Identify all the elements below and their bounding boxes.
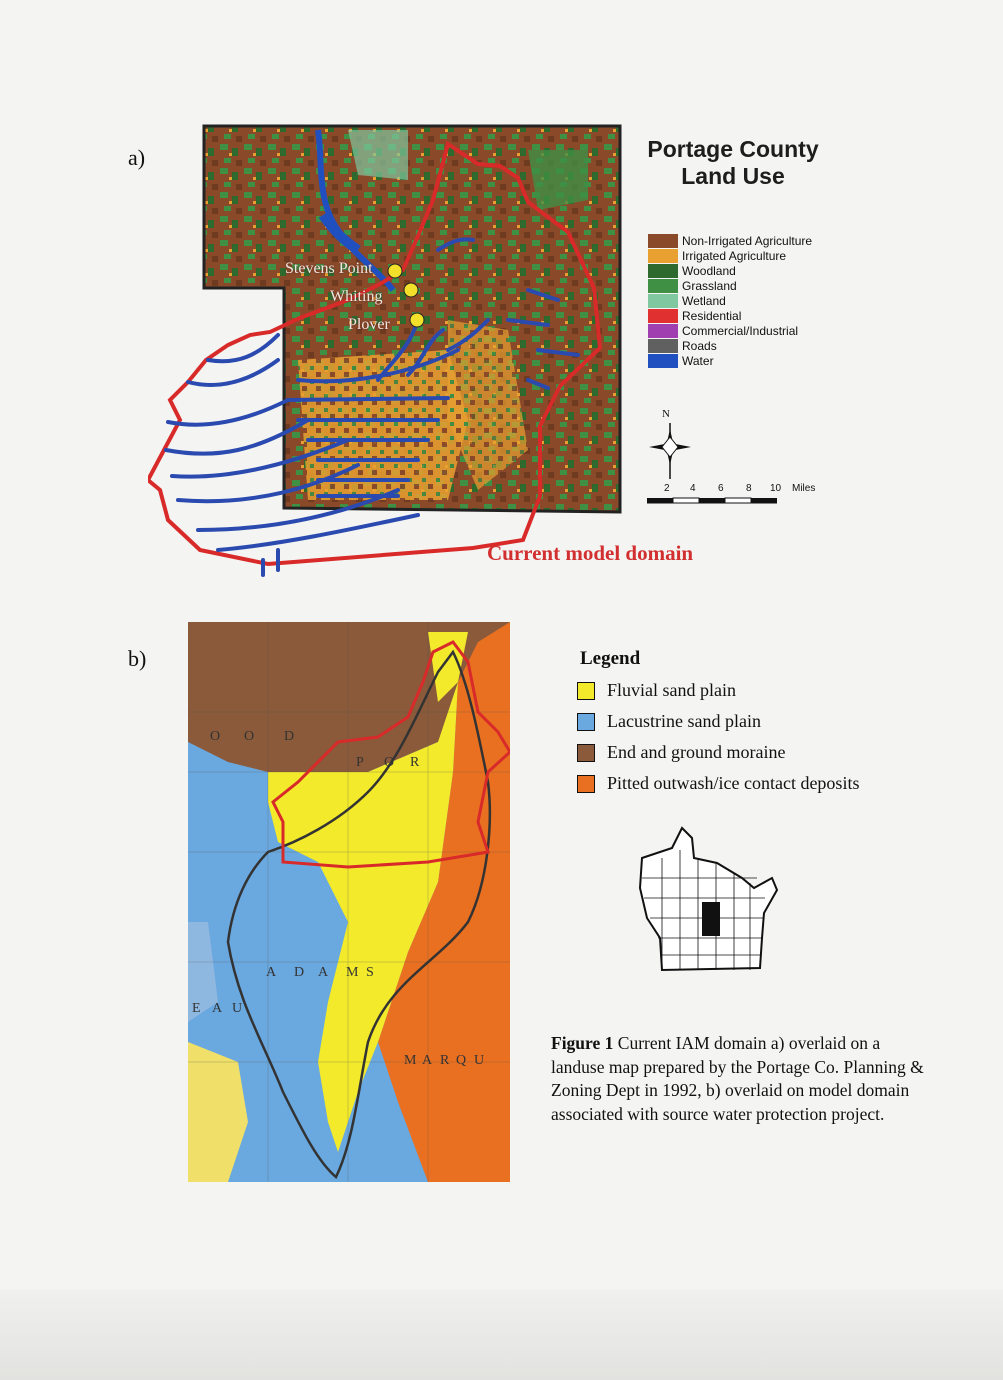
- north-label: N: [662, 408, 670, 420]
- legend-swatch: [648, 309, 678, 323]
- legend-item: [577, 737, 859, 768]
- legend-item: [577, 675, 859, 706]
- legend-item: [577, 706, 859, 737]
- map-label: P: [356, 755, 364, 770]
- legend-label: End and ground moraine: [607, 742, 786, 762]
- land-use-title-line2: Land Use: [681, 163, 785, 189]
- map-label: D: [294, 965, 305, 980]
- legend-label: Lacustrine sand plain: [607, 711, 761, 731]
- legend-item: [648, 308, 812, 323]
- geology-legend-title: Legend: [580, 648, 641, 669]
- map-label: S: [366, 965, 374, 980]
- legend-item: [648, 263, 812, 278]
- map-label: A: [318, 965, 329, 980]
- page-bottom-shading: [0, 1290, 1003, 1380]
- panel-b-label: b): [128, 646, 147, 671]
- legend-item: [577, 768, 859, 799]
- map-label: A: [422, 1053, 433, 1068]
- map-label: O: [244, 729, 255, 744]
- legend-swatch: [648, 234, 678, 248]
- map-label: A: [266, 965, 277, 980]
- legend-label: Water: [682, 353, 714, 368]
- land-use-title-line1: Portage County: [647, 136, 819, 162]
- map-label: A: [212, 1001, 223, 1016]
- figure-number: Figure 1: [551, 1033, 614, 1053]
- town-label-whiting: Whiting: [330, 288, 383, 305]
- scale-tick: 4: [690, 483, 696, 494]
- geology-legend: [577, 675, 859, 799]
- legend-label: Woodland: [682, 263, 736, 278]
- legend-swatch: [577, 713, 595, 731]
- legend-swatch: [648, 294, 678, 308]
- map-label: R: [440, 1053, 450, 1068]
- legend-label: Pitted outwash/ice contact deposits: [607, 773, 860, 793]
- map-label: Q: [456, 1053, 467, 1068]
- town-label-stevens-point: Stevens Point: [285, 260, 373, 277]
- scale-tick: 6: [718, 483, 724, 494]
- map-label: O: [210, 729, 221, 744]
- map-label: U: [232, 1001, 243, 1016]
- scale-unit: Miles: [792, 483, 816, 494]
- scale-tick: 2: [664, 483, 670, 494]
- scale-tick: 8: [746, 483, 752, 494]
- legend-item: [648, 353, 812, 368]
- map-label: M: [404, 1053, 417, 1068]
- legend-swatch: [648, 279, 678, 293]
- legend-label: Irrigated Agriculture: [682, 248, 787, 263]
- legend-label: Wetland: [682, 293, 726, 308]
- map-label: U: [474, 1053, 485, 1068]
- plover-marker: [410, 313, 424, 327]
- legend-label: Grassland: [682, 278, 737, 293]
- wisconsin-locator-map: [632, 818, 782, 976]
- map-label: E: [192, 1001, 201, 1016]
- legend-swatch: [648, 264, 678, 278]
- panel-a-label: a): [128, 145, 146, 170]
- figure-caption-text: Current IAM domain a) overlaid on a landuse map prepared by the Portage Co. Planning & Zoning Dept in 1992, b) overlaid on model domain associated with source water protection project.: [551, 1033, 924, 1124]
- map-label: O: [384, 755, 395, 770]
- whiting-marker: [404, 283, 418, 297]
- legend-label: Residential: [682, 308, 742, 323]
- legend-item: [648, 338, 812, 353]
- north-arrow-icon: [645, 405, 695, 480]
- town-label-plover: Plover: [348, 316, 390, 333]
- legend-label: Commercial/Industrial: [682, 323, 799, 338]
- model-domain-caption: Current model domain: [487, 541, 694, 565]
- legend-swatch: [577, 682, 595, 700]
- portage-county-highlight: [702, 902, 720, 936]
- figure-caption: [551, 1032, 931, 1126]
- legend-item: [648, 278, 812, 293]
- map-label: R: [410, 755, 420, 770]
- legend-item: [648, 323, 812, 338]
- legend-swatch: [648, 354, 678, 368]
- legend-item: [648, 293, 812, 308]
- legend-swatch: [648, 324, 678, 338]
- scale-tick: 10: [770, 483, 782, 494]
- legend-item: [648, 233, 812, 248]
- legend-item: [648, 248, 812, 263]
- land-use-title: [633, 136, 833, 190]
- legend-label: Non-Irrigated Agriculture: [682, 233, 813, 248]
- legend-swatch: [577, 775, 595, 793]
- legend-swatch: [648, 249, 678, 263]
- legend-label: Fluvial sand plain: [607, 680, 736, 700]
- stevens-point-marker: [388, 264, 402, 278]
- land-use-map: [148, 120, 623, 580]
- legend-label: Roads: [682, 338, 717, 353]
- legend-swatch: [577, 744, 595, 762]
- map-label: M: [346, 965, 359, 980]
- legend-swatch: [648, 339, 678, 353]
- land-use-legend: [648, 233, 812, 368]
- geology-map: [188, 622, 510, 1182]
- map-label: D: [284, 729, 295, 744]
